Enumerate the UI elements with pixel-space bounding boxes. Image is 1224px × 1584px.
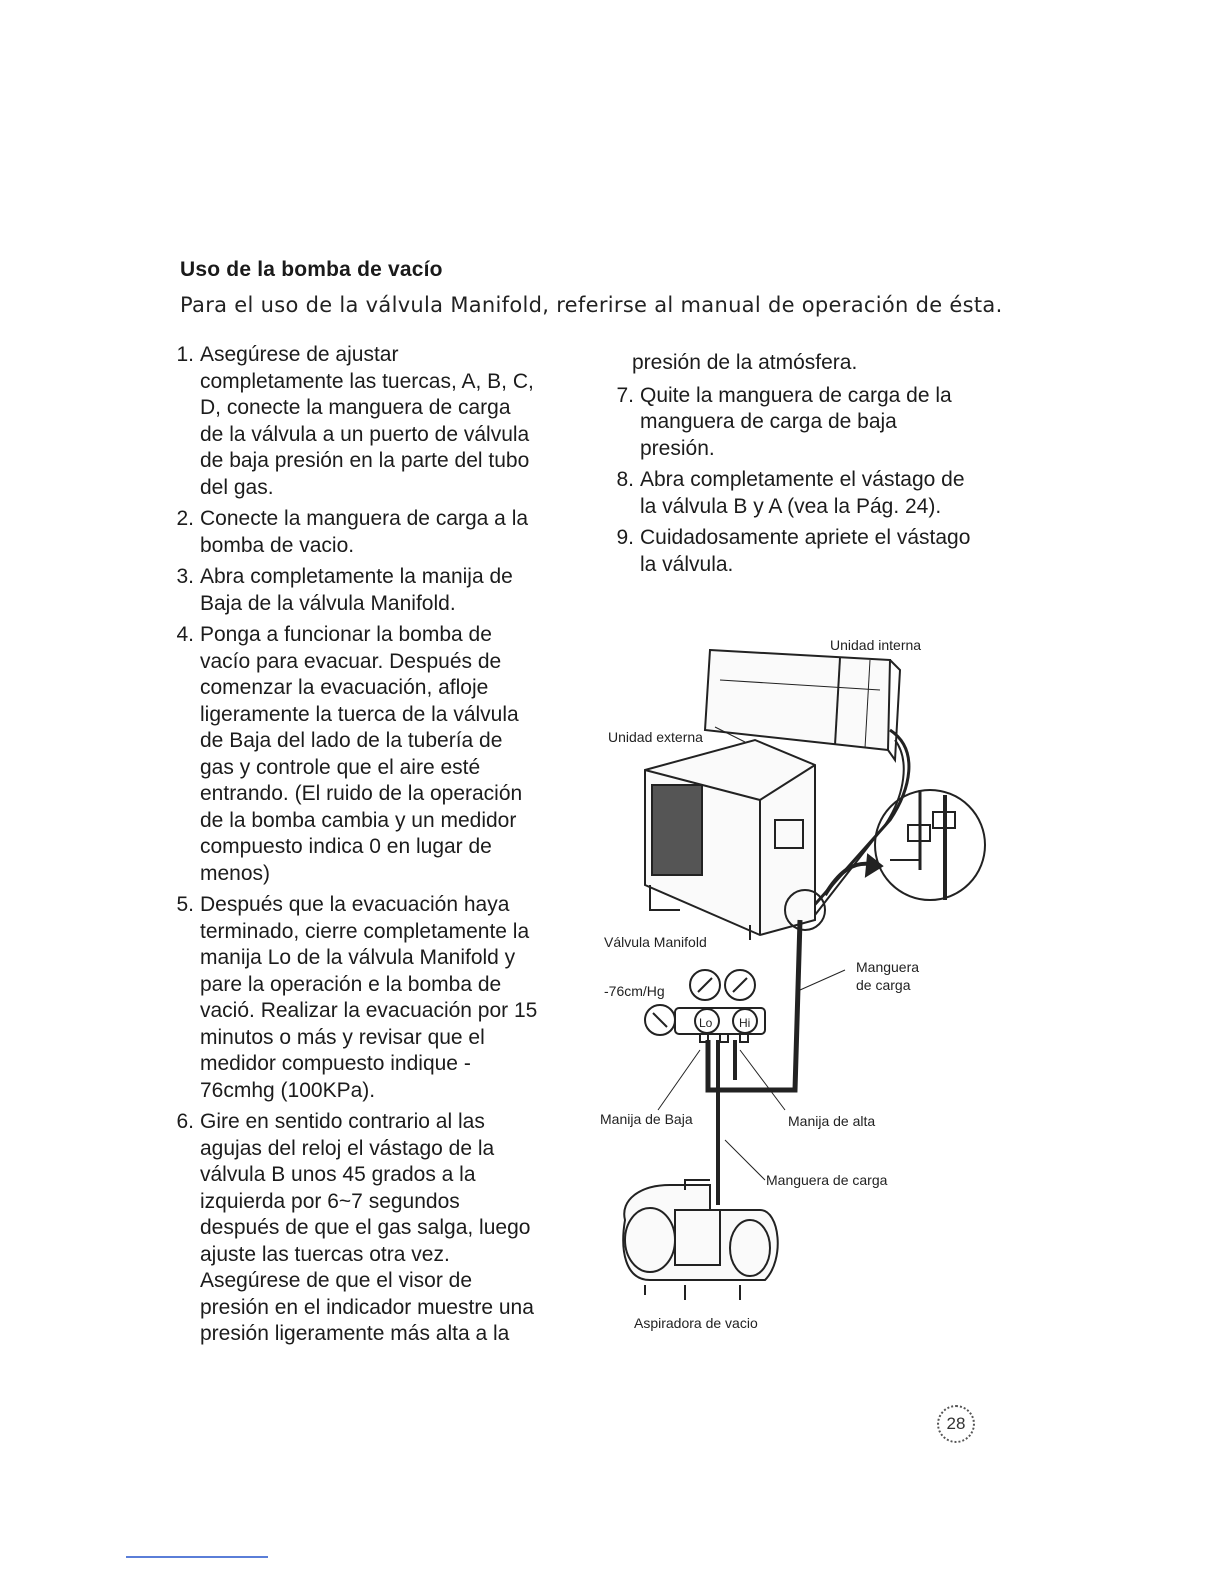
list-item xyxy=(160,622,580,887)
page-number: 28 xyxy=(937,1405,975,1443)
list-item xyxy=(160,564,580,617)
section-heading: Uso de la bomba de vacío xyxy=(180,258,443,281)
step-number: 5. xyxy=(176,893,194,916)
list-item xyxy=(600,383,1020,463)
step-text: Cuidadosamente apriete el vástago la válvula. xyxy=(640,526,971,576)
step-number: 2. xyxy=(176,507,194,530)
step-text: Abra completamente la manija de Baja de la válvula Manifold. xyxy=(200,565,513,615)
step-text: Quite la manguera de carga de la manguera de carga de baja presión. xyxy=(640,383,952,460)
list-item xyxy=(160,506,580,559)
step-text: Gire en sentido contrario al las agujas del reloj el vástago de la válvula B unos 45 grados a la izquierda por 6~7 segundos después de que el gas salga, luego ajuste las tuercas otra vez. Asegúrese de que el visor de presión en el indicador muestre una presión ligeramente más alta a la xyxy=(200,1110,534,1345)
label-unidad-interna: Unidad interna xyxy=(830,637,922,653)
step-number: 9. xyxy=(616,526,634,549)
hi-label: Hi xyxy=(739,1016,751,1030)
manifold-gauge-icon xyxy=(645,970,765,1042)
footer-divider xyxy=(126,1556,268,1558)
step-number: 7. xyxy=(616,383,634,407)
label-manija-baja: Manija de Baja xyxy=(600,1111,693,1127)
step-text: Ponga a funcionar la bomba de vacío para evacuar. Después de comenzar la evacuación, afloje ligeramente la tuerca de la válvula de Baja del lado de la tubería de gas y controle que el aire esté entrando. (El ruido de la operación de la bomba cambia y un medidor compuesto indica 0 en lugar de menos) xyxy=(200,623,523,885)
label-manija-alta: Manija de alta xyxy=(788,1113,876,1129)
step-text: Después que la evacuación haya terminado, cierre completamente la manija Lo de la válvula Manifold y pare la operación e la bomba de vació. Realizar la evacuación por 15 minutos o más y revisar que el medidor compuesto indique - 76cmhg (100KPa). xyxy=(200,893,538,1102)
step-continuation: presión de la atmósfera. xyxy=(632,351,858,374)
steps-left-column xyxy=(160,342,580,1353)
indoor-unit-icon xyxy=(705,650,900,760)
outdoor-unit-icon xyxy=(645,740,815,940)
step-text: Conecte la manguera de carga a la bomba de vacio. xyxy=(200,507,529,557)
vacuum-pump-diagram xyxy=(590,620,1010,1340)
label-manguera-carga-1: Manguera de carga xyxy=(856,959,920,993)
steps-right-column xyxy=(600,350,1020,583)
step-number: 8. xyxy=(616,468,634,491)
list-item xyxy=(160,892,580,1104)
label-valvula-manifold: Válvula Manifold xyxy=(604,934,707,950)
label-aspiradora: Aspiradora de vacio xyxy=(634,1315,758,1331)
step-text: Asegúrese de ajustar completamente las tuercas, A, B, C, D, conecte la manguera de carga de la válvula a un puerto de válvula de baja presión en la parte del tubo del gas. xyxy=(200,343,534,499)
step-number: 3. xyxy=(176,565,194,588)
list-item xyxy=(600,525,1020,578)
step-number: 4. xyxy=(176,623,194,646)
list-item xyxy=(600,467,1020,520)
list-item xyxy=(160,1109,580,1348)
step-number: 1. xyxy=(176,343,194,366)
label-unidad-externa: Unidad externa xyxy=(608,729,703,745)
step-text: Abra completamente el vástago de la válvula B y A (vea la Pág. 24). xyxy=(640,468,965,518)
intro-text: Para el uso de la válvula Manifold, referirse al manual de operación de ésta. xyxy=(180,293,1003,317)
vacuum-pump-icon xyxy=(623,1180,777,1300)
valve-detail-magnified xyxy=(875,790,985,900)
label-manguera-carga-2: Manguera de carga xyxy=(766,1172,888,1188)
step-number: 6. xyxy=(176,1110,194,1133)
list-item xyxy=(160,342,580,501)
lo-label: Lo xyxy=(699,1016,713,1030)
label-gauge-reading: -76cm/Hg xyxy=(604,983,665,999)
